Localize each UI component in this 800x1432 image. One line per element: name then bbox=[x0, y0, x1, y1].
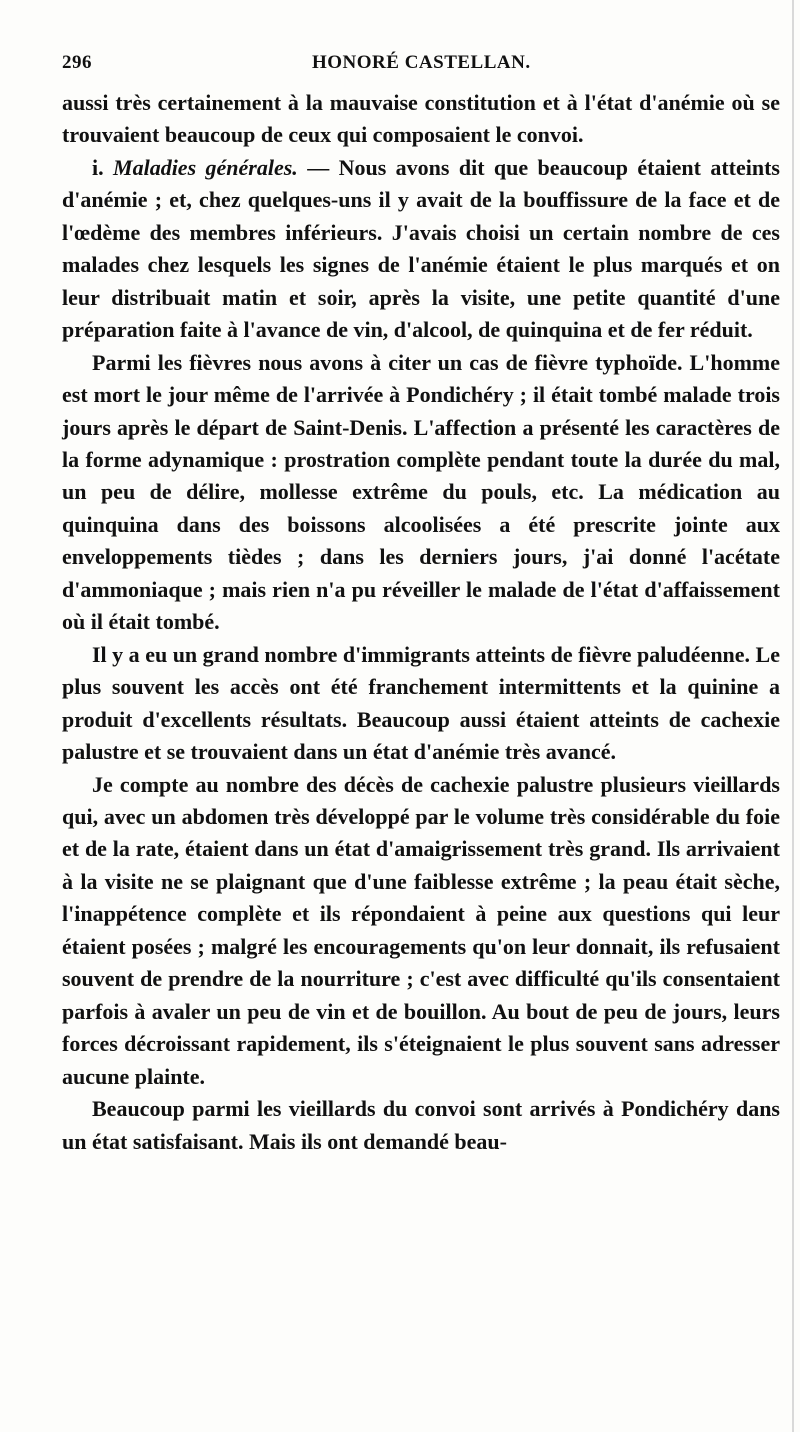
page-edge-shadow bbox=[792, 0, 794, 1432]
paragraph-maladies-generales bbox=[62, 152, 780, 347]
paragraph-cachexie: Je compte au nombre des décès de cachexie palustre plusieurs vieillards qui, avec un abdomen très développé par le volume très considérable du foie et de la rate, étaient dans un état d'amaigrissement très grand. Ils arrivaient à la visite ne se plaignant que d'une faiblesse extrême ; la peau était sèche, l'inappétence complète et ils répondaient à peine aux questions qui leur étaient posées ; malgré les encouragements qu'on leur donnait, ils refusaient souvent de prendre de la nourriture ; c'est avec difficulté qu'ils consentaient parfois à avaler un peu de vin et de bouillon. Au bout de peu de jours, leurs forces décroissant rapidement, ils s'éteignaient le plus souvent sans adresser aucune plainte. bbox=[62, 771, 780, 1089]
paragraph-fievre-paludeenne: Il y a eu un grand nombre d'immigrants atteints de fièvre paludéenne. Le plus souvent les accès ont été franchement intermittents et la quinine a produit d'excellents résultats. Beaucoup aussi étaient atteints de cachexie palustre et se trouvaient dans un état d'anémie très avancé. bbox=[62, 641, 780, 765]
page-header bbox=[62, 44, 780, 84]
section-text: — Nous avons dit que beaucoup étaient atteints d'anémie ; et, chez quelques-uns il y avait de la bouffissure de la face et de l'œdème des membres inférieurs. J'avais choisi un certain nombre de ces malades chez lesquels les signes de l'anémie étaient le plus marqués et on leur distribuait matin et soir, après la visite, une petite quantité d'une préparation faite à l'avance de vin, d'alcool, de quinquina et de fer réduit. bbox=[62, 154, 780, 343]
page-number: 296 bbox=[62, 52, 92, 73]
section-heading: Maladies générales. bbox=[113, 154, 298, 180]
running-head: HONORÉ CASTELLAN. bbox=[312, 52, 531, 73]
paragraph-typhoide: Parmi les fièvres nous avons à citer un cas de fièvre typhoïde. L'homme est mort le jour même de l'arrivée à Pondichéry ; il était tombé malade trois jours après le départ de Saint-Denis. L'affection a présenté les caractères de la forme adynamique : prostration complète pendant toute la durée du mal, un peu de délire, mollesse extrême du pouls, etc. La médication au quinquina dans des boissons alcoolisées a été prescrite jointe aux enveloppements tièdes ; dans les derniers jours, j'ai donné l'acétate d'ammoniaque ; mais rien n'a pu réveiller le malade de l'état d'affaissement où il était tombé. bbox=[62, 349, 780, 635]
paragraph-continuation: aussi très certainement à la mauvaise constitution et à l'état d'anémie où se trouvaient beaucoup de ceux qui composaient le convoi. bbox=[62, 90, 780, 148]
page-body-text bbox=[62, 87, 780, 1158]
paragraph-vieillards: Beaucoup parmi les vieillards du convoi sont arrivés à Pondichéry dans un état satisfaisant. Mais ils ont demandé beau- bbox=[62, 1096, 780, 1154]
section-number: i. bbox=[92, 154, 114, 180]
